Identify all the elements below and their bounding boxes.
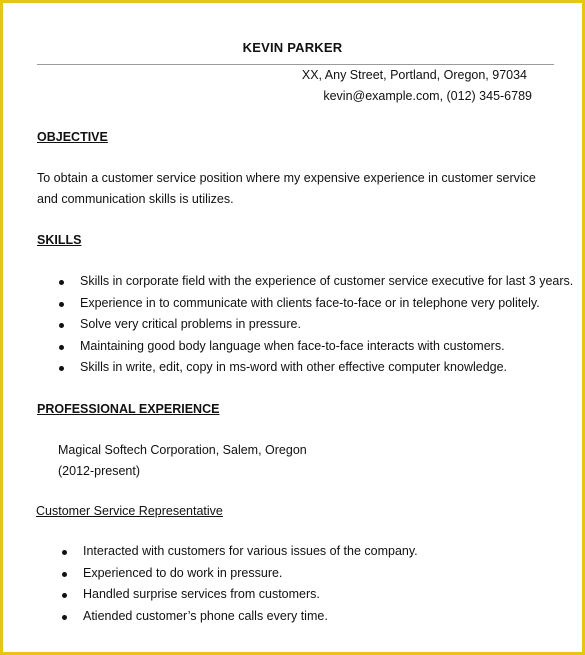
- duties-list: [83, 541, 418, 627]
- skill-text: Solve very critical problems in pressure.: [80, 317, 301, 332]
- list-item: [80, 271, 573, 293]
- address-line: XX, Any Street, Portland, Oregon, 97034: [301, 68, 527, 82]
- list-item: [80, 336, 573, 358]
- experience-heading: PROFESSIONAL EXPERIENCE: [37, 402, 220, 416]
- bullet-icon: [59, 323, 64, 328]
- list-item: [83, 606, 418, 628]
- bullet-icon: [59, 366, 64, 371]
- bullet-icon: [59, 280, 64, 285]
- skill-text: Skills in corporate field with the experience of customer service executive for last 3 years.: [80, 274, 574, 288]
- objective-heading: OBJECTIVE: [37, 130, 108, 144]
- duty-text: Handled surprise services from customers.: [83, 587, 320, 602]
- contact-line: kevin@example.com, (012) 345-6789: [323, 89, 532, 103]
- duty-text: Experienced to do work in pressure.: [83, 565, 283, 580]
- list-item: [83, 563, 418, 585]
- list-item: [83, 541, 418, 563]
- bullet-icon: [59, 302, 64, 307]
- skills-list: [80, 271, 573, 379]
- objective-text: To obtain a customer service position where my expensive experience in customer service and communication skills is utilizes.: [37, 171, 536, 206]
- bullet-icon: [62, 615, 67, 620]
- employment-period: (2012-present): [58, 464, 140, 478]
- bullet-icon: [59, 345, 64, 350]
- skill-text: Skills in write, edit, copy in ms-word with other effective computer knowledge.: [80, 360, 508, 375]
- bullet-icon: [62, 572, 67, 577]
- skill-text: Maintaining good body language when face-to-face interacts with customers.: [80, 338, 505, 353]
- list-item: [80, 314, 573, 336]
- bullet-icon: [62, 593, 67, 598]
- duty-text: Atiended customer’s phone calls every time.: [83, 608, 328, 623]
- resume-page: [3, 3, 582, 652]
- skill-text: Experience in to communicate with clients face-to-face or in telephone very politely.: [80, 295, 540, 310]
- duty-text: Interacted with customers for various issues of the company.: [83, 544, 418, 558]
- skills-heading: SKILLS: [37, 233, 82, 247]
- header-divider: [37, 64, 554, 65]
- role-title: Customer Service Representative: [36, 504, 223, 518]
- list-item: [80, 293, 573, 315]
- list-item: [80, 357, 573, 379]
- list-item: [83, 584, 418, 606]
- resume-name: KEVIN PARKER: [242, 40, 343, 55]
- bullet-icon: [62, 550, 67, 555]
- company-name: Magical Softech Corporation, Salem, Oregon: [58, 443, 307, 457]
